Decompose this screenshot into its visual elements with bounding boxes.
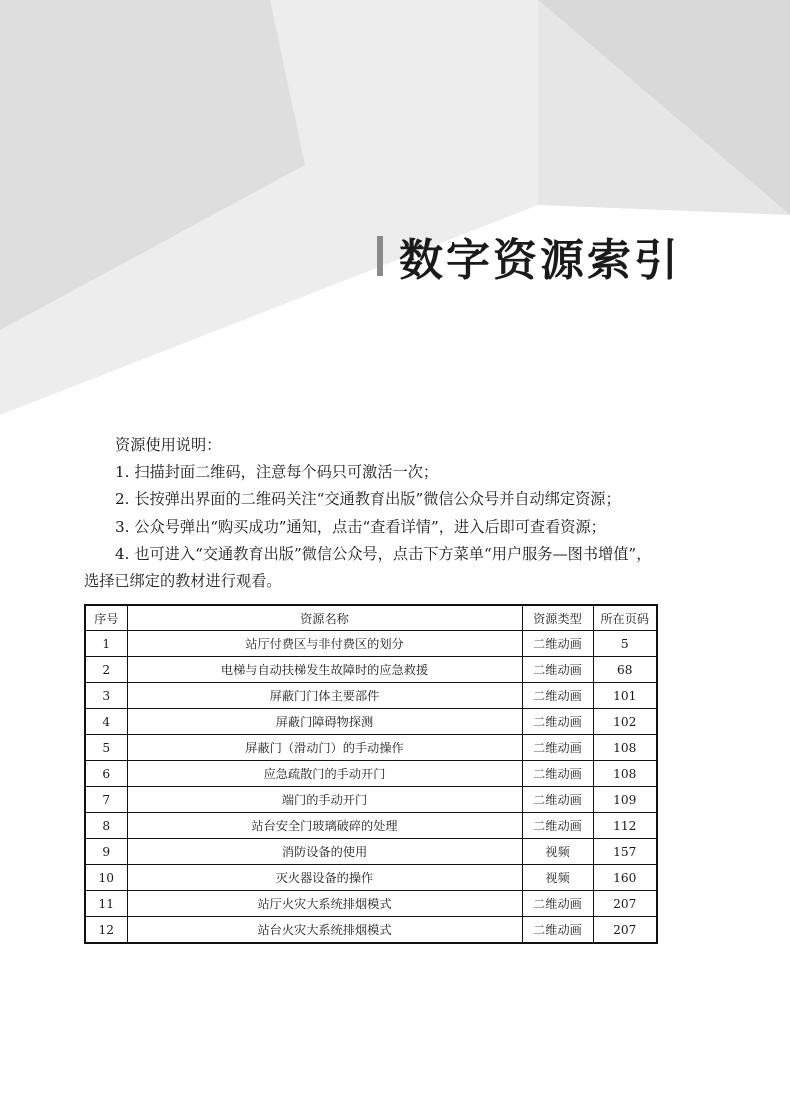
table-row	[85, 709, 657, 735]
instruction-line: 4. 也可进入“交通教育出版”微信公众号，点击下方菜单“用户服务—图书增值”，选择已绑定的教材进行观看。	[84, 544, 652, 591]
cell-resource-type: 二维动画	[522, 891, 593, 917]
cell-resource-name: 应急疏散门的手动开门	[127, 761, 522, 787]
cell-page: 109	[593, 787, 657, 813]
instruction-line: 3. 公众号弹出“购买成功”通知，点击“查看详情”，进入后即可查看资源；	[115, 517, 606, 536]
table-row	[85, 787, 657, 813]
resource-index-table	[84, 604, 658, 944]
cell-resource-name: 屏蔽门门体主要部件	[127, 683, 522, 709]
cell-resource-type: 二维动画	[522, 683, 593, 709]
page-header	[377, 228, 681, 284]
header-page: 所在页码	[593, 605, 657, 631]
header-number: 序号	[85, 605, 127, 631]
table-row	[85, 735, 657, 761]
cell-resource-name: 屏蔽门障碍物探测	[127, 709, 522, 735]
table-row	[85, 683, 657, 709]
cell-number: 5	[85, 735, 127, 761]
cell-resource-type: 二维动画	[522, 787, 593, 813]
cell-page: 5	[593, 631, 657, 657]
header-resource-type: 资源类型	[522, 605, 593, 631]
cell-page: 108	[593, 761, 657, 787]
cell-page: 160	[593, 865, 657, 891]
cell-number: 7	[85, 787, 127, 813]
instruction-line: 1. 扫描封面二维码，注意每个码只可激活一次；	[115, 463, 439, 482]
table-row	[85, 865, 657, 891]
cell-resource-type: 视频	[522, 839, 593, 865]
cell-number: 9	[85, 839, 127, 865]
table-body	[85, 631, 657, 944]
instruction-line: 2. 长按弹出界面的二维码关注“交通教育出版”微信公众号并自动绑定资源；	[115, 490, 621, 509]
table-row	[85, 839, 657, 865]
cell-number: 1	[85, 631, 127, 657]
instruction-heading: 资源使用说明：	[115, 436, 222, 454]
cell-number: 11	[85, 891, 127, 917]
cell-number: 4	[85, 709, 127, 735]
header-resource-name: 资源名称	[127, 605, 522, 631]
table-row	[85, 917, 657, 944]
table-row	[85, 891, 657, 917]
cell-resource-type: 二维动画	[522, 631, 593, 657]
cell-resource-type: 视频	[522, 865, 593, 891]
cell-page: 157	[593, 839, 657, 865]
title-accent-bar	[377, 236, 383, 276]
cell-page: 108	[593, 735, 657, 761]
usage-instructions	[84, 432, 664, 595]
cell-number: 3	[85, 683, 127, 709]
cell-resource-name: 站厅付费区与非付费区的划分	[127, 631, 522, 657]
cell-page: 207	[593, 891, 657, 917]
cell-number: 12	[85, 917, 127, 944]
table-row	[85, 813, 657, 839]
cell-resource-type: 二维动画	[522, 761, 593, 787]
cell-page: 207	[593, 917, 657, 944]
table-row	[85, 761, 657, 787]
cell-resource-type: 二维动画	[522, 709, 593, 735]
cell-number: 10	[85, 865, 127, 891]
cell-resource-name: 站厅火灾大系统排烟模式	[127, 891, 522, 917]
cell-resource-name: 站台火灾大系统排烟模式	[127, 917, 522, 944]
cell-resource-name: 电梯与自动扶梯发生故障时的应急救援	[127, 657, 522, 683]
cell-resource-name: 端门的手动开门	[127, 787, 522, 813]
cell-resource-type: 二维动画	[522, 813, 593, 839]
cell-resource-type: 二维动画	[522, 917, 593, 944]
cell-resource-name: 灭火器设备的操作	[127, 865, 522, 891]
cell-page: 68	[593, 657, 657, 683]
page-title: 数字资源索引	[399, 235, 681, 286]
table-header-row	[85, 605, 657, 631]
table-row	[85, 631, 657, 657]
cell-resource-name: 屏蔽门（滑动门）的手动操作	[127, 735, 522, 761]
cell-resource-name: 消防设备的使用	[127, 839, 522, 865]
cell-page: 102	[593, 709, 657, 735]
cell-resource-name: 站台安全门玻璃破碎的处理	[127, 813, 522, 839]
cell-number: 6	[85, 761, 127, 787]
table-row	[85, 657, 657, 683]
cell-number: 8	[85, 813, 127, 839]
cell-number: 2	[85, 657, 127, 683]
cell-resource-type: 二维动画	[522, 657, 593, 683]
cell-resource-type: 二维动画	[522, 735, 593, 761]
cell-page: 101	[593, 683, 657, 709]
cell-page: 112	[593, 813, 657, 839]
